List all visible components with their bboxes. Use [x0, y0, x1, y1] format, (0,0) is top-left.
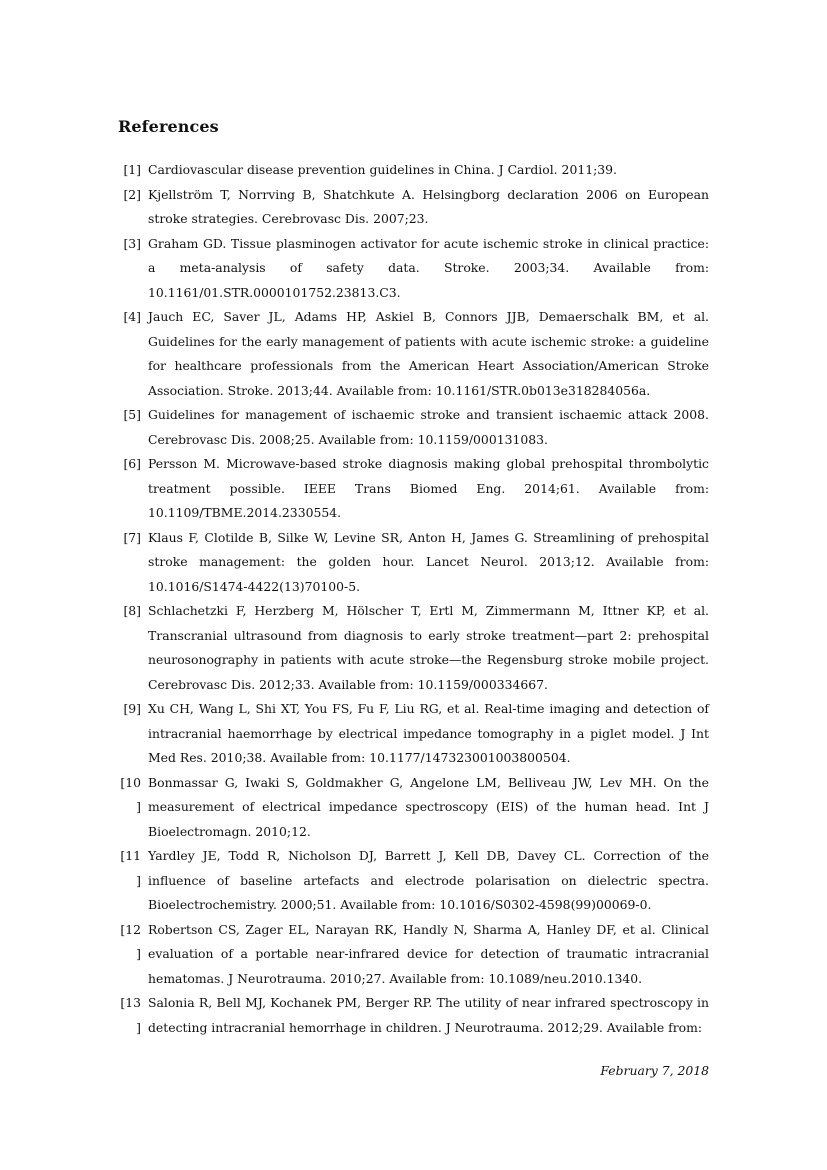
reference-text: Bonmassar G, Iwaki S, Goldmakher G, Angelone LM, Belliveau JW, Lev MH. On the measurement of electrical impedance spectroscopy (EIS) of the human head. Int J Bioelectromagn. 2010;12. [148, 774, 709, 839]
reference-text: Robertson CS, Zager EL, Narayan RK, Handly N, Sharma A, Hanley DF, et al. Clinical evaluation of a portable near-infrared device for detection of traumatic intracranial hematomas. J Neurotrauma. 2010;27. Available from: 10.1089/neu.2010.1340. [148, 921, 709, 986]
reference-item [118, 697, 709, 771]
reference-number: [11] [120, 848, 141, 888]
reference-text: Kjellström T, Norrving B, Shatchkute A. Helsingborg declaration 2006 on European stroke strategies. Cerebrovasc Dis. 2007;23. [148, 186, 709, 226]
reference-number: [3] [123, 235, 141, 251]
section-heading: References [118, 117, 219, 136]
reference-item [118, 771, 709, 845]
reference-text: Cardiovascular disease prevention guidelines in China. J Cardiol. 2011;39. [148, 162, 617, 177]
reference-number: [10] [120, 774, 141, 814]
reference-number: [6] [123, 456, 141, 471]
reference-text: Salonia R, Bell MJ, Kochanek PM, Berger RP. The utility of near infrared spectroscopy in detecting intracranial hemorrhage in children. J Neurotrauma. 2012;29. Available from: [148, 995, 709, 1035]
reference-item [118, 844, 709, 918]
reference-item [118, 403, 709, 452]
reference-text: Jauch EC, Saver JL, Adams HP, Askiel B, Connors JJB, Demaerschalk BM, et al. Guidelines for the early management of patients with acute ischemic stroke: a guideline for healthcare professionals from the American Heart Association/American Stroke Association. Stroke. 2013;44. Available from: 10.1161/STR.0b013e318284056a. [148, 309, 709, 398]
reference-item [118, 599, 709, 697]
reference-text: Persson M. Microwave-based stroke diagnosis making global prehospital thrombolytic treatment possible. IEEE Trans Biomed Eng. 2014;61. Available from: 10.1109/TBME.2014.2330554. [148, 456, 709, 520]
reference-text: Klaus F, Clotilde B, Silke W, Levine SR, Anton H, James G. Streamlining of prehospital stroke management: the golden hour. Lancet Neurol. 2013;12. Available from: 10.1016/S1474-4422(13)70100-5. [148, 529, 709, 594]
reference-item [118, 158, 709, 183]
reference-number: [1] [123, 162, 141, 177]
reference-item [118, 452, 709, 526]
reference-text: Xu CH, Wang L, Shi XT, You FS, Fu F, Liu RG, et al. Real-time imaging and detection of intracranial haemorrhage by electrical impedance tomography in a piglet model. J Int Med Res. 2010;38. Available from: 10.1177/147323001003800504. [148, 701, 709, 765]
reference-text: Schlachetzki F, Herzberg M, Hölscher T, Ertl M, Zimmermann M, Ittner KP, et al. Transcranial ultrasound from diagnosis to early stroke treatment—part 2: prehospital neurosonography in patients with acute stroke—the Regensburg stroke mobile project. Cerebrovasc Dis. 2012;33. Available from: 10.1159/000334667. [148, 603, 709, 692]
reference-number: [4] [123, 309, 141, 324]
reference-number: [7] [123, 529, 141, 545]
reference-item [118, 232, 709, 306]
reference-text: Graham GD. Tissue plasminogen activator for acute ischemic stroke in clinical practice: a meta-analysis of safety data. Stroke. 2003;34. Available from: 10.1161/01.STR.0000101752.23813.C3. [148, 235, 709, 300]
reference-number: [12] [120, 921, 141, 961]
reference-number: [2] [123, 186, 141, 202]
reference-item [118, 526, 709, 600]
reference-item [118, 991, 709, 1040]
reference-text: Guidelines for management of ischaemic stroke and transient ischaemic attack 2008. Cerebrovasc Dis. 2008;25. Available from: 10.1159/000131083. [148, 407, 709, 447]
reference-text: Yardley JE, Todd R, Nicholson DJ, Barrett J, Kell DB, Davey CL. Correction of the influence of baseline artefacts and electrode polarisation on dielectric spectra. Bioelectrochemistry. 2000;51. Available from: 10.1016/S0302-4598(99)00069-0. [148, 848, 709, 912]
reference-number: [13] [120, 995, 141, 1035]
reference-item [118, 918, 709, 992]
reference-number: [5] [123, 407, 141, 422]
reference-item [118, 305, 709, 403]
reference-item [118, 183, 709, 232]
reference-number: [9] [123, 701, 141, 716]
reference-list [118, 158, 709, 1040]
reference-number: [8] [123, 603, 141, 618]
footer-date: February 7, 2018 [600, 1063, 709, 1078]
